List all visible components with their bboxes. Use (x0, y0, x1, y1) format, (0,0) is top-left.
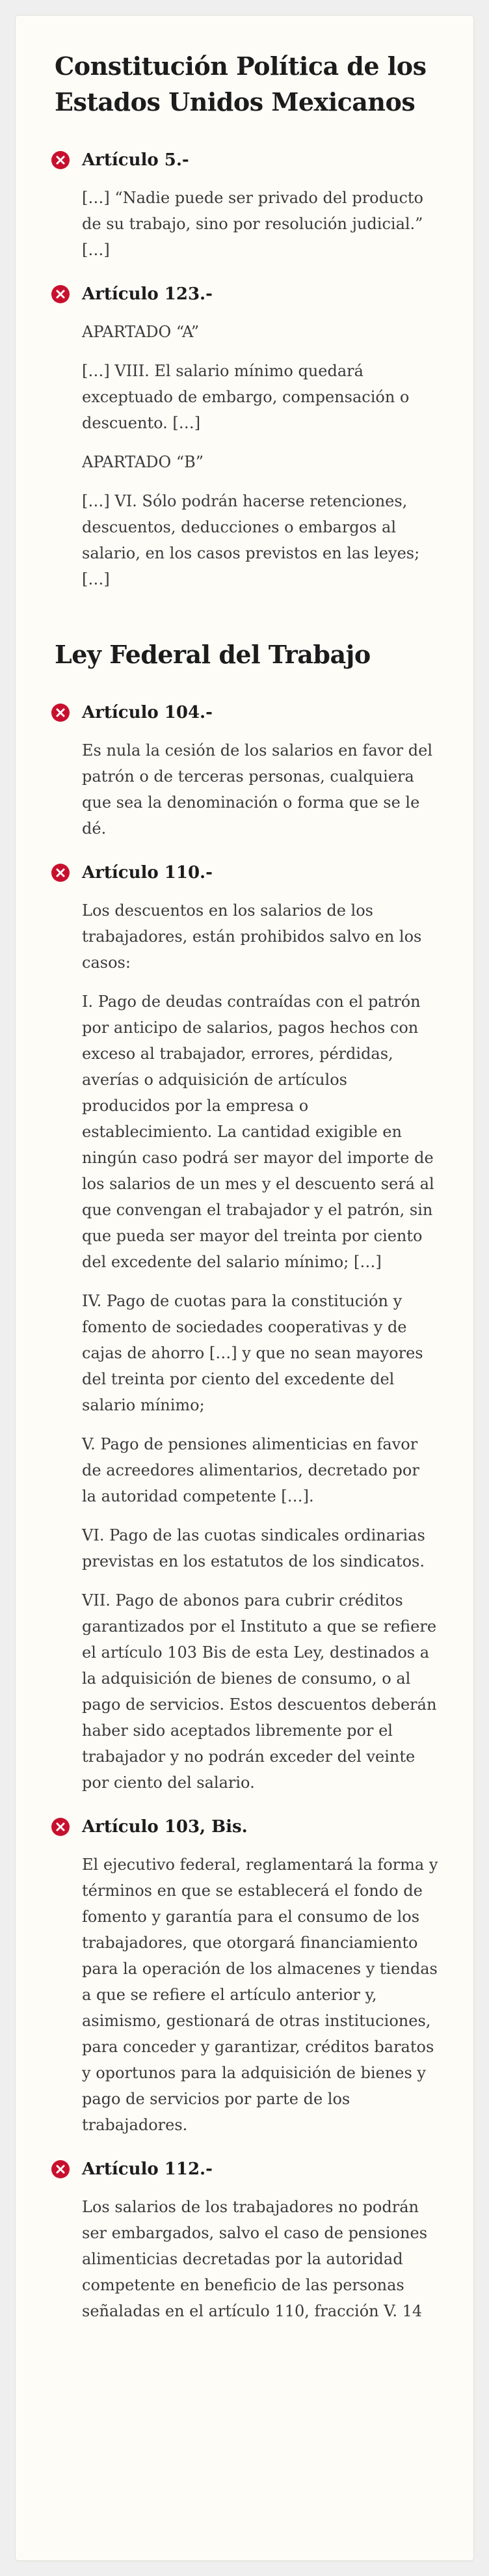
article-body (82, 897, 438, 1796)
article-paragraph: VI. Pago de las cuotas sindicales ordinarias previstas en los estatutos de los sindicatos. (82, 1526, 425, 1570)
document-card (16, 16, 473, 2560)
x-circle-icon (51, 2160, 70, 2178)
article-paragraph: APARTADO “B” (82, 453, 204, 471)
article-5 (16, 148, 473, 263)
article-paragraph: Es nula la cesión de los salarios en favor del patrón o de terceras personas, cualquiera que sea la denominación o forma que se le dé. (82, 741, 433, 838)
article-header (16, 282, 473, 306)
article-body (82, 319, 438, 592)
article-body (82, 1852, 438, 2138)
article-paragraph: Los salarios de los trabajadores no podrán ser embargados, salvo el caso de pensiones alimenticias decretadas por la autoridad competente en beneficio de las personas señaladas en el artículo 110, fracción V. 14 (82, 2198, 428, 2320)
article-110 (16, 861, 473, 1796)
article-paragraph: I. Pago de deudas contraídas con el patrón por anticipo de salarios, pagos hechos con exceso al trabajador, errores, pérdidas, averías o adquisición de artículos producidos por la empresa o establecimiento. La cantidad exigible en ningún caso podrá ser mayor del importe de los salarios de un mes y el descuento será al que convengan el trabajador y el patrón, sin que pueda ser mayor del treinta por ciento del excedente del salario mínimo; […] (82, 993, 434, 1271)
article-title: Artículo 112.- (82, 2159, 213, 2179)
article-title: Artículo 103, Bis. (82, 1817, 248, 1837)
article-paragraph: IV. Pago de cuotas para la constitución y fomento de sociedades cooperativas y de cajas de ahorro […] y que no sean mayores del treinta por ciento del excedente del salario mínimo; (82, 1292, 423, 1414)
article-title: Artículo 123.- (82, 284, 213, 304)
article-paragraph: APARTADO “A” (82, 323, 200, 341)
article-body (82, 185, 438, 263)
article-body (82, 737, 438, 842)
x-circle-icon (51, 285, 70, 303)
x-circle-icon (51, 151, 70, 169)
article-list-constitucion (16, 148, 473, 592)
article-123 (16, 282, 473, 592)
article-title: Artículo 110.- (82, 863, 213, 883)
article-paragraph: VII. Pago de abonos para cubrir créditos garantizados por el Instituto a que se refiere el artículo 103 Bis de esta Ley, destinados a la adquisición de bienes de consumo, o al pago de servicios. Estos descuentos deberán haber sido aceptados libremente por el trabajador y no podrán exceder del veinte por ciento del salario. (82, 1591, 437, 1792)
article-paragraph: […] VIII. El salario mínimo quedará exceptuado de embargo, compensación o descuento. […] (82, 362, 410, 432)
article-list-ley-federal (16, 701, 473, 2324)
article-112 (16, 2158, 473, 2324)
article-paragraph: El ejecutivo federal, reglamentará la forma y términos en que se establecerá el fondo de fomento y garantía para el consumo de los trabajadores, que otorgará financiamiento para la operación de los almacenes y tiendas a que se refiere el artículo anterior y, asimismo, gestionará de otras instituciones, para conceder y garantizar, créditos baratos y oportunos para la adquisición de bienes y pago de servicios por parte de los trabajadores. (82, 1856, 438, 2134)
article-header (16, 2158, 473, 2181)
article-paragraph: Los descuentos en los salarios de los trabajadores, están prohibidos salvo en los casos: (82, 901, 422, 972)
article-paragraph: […] “Nadie puede ser privado del producto de su trabajo, sino por resolución judicial.” […] (82, 189, 423, 259)
x-circle-icon (51, 864, 70, 882)
article-header (16, 148, 473, 172)
section-title-constitucion: Constitución Política de los Estados Unidos Mexicanos (55, 51, 427, 116)
article-103-bis (16, 1815, 473, 2138)
section-title-ley-federal: Ley Federal del Trabajo (55, 640, 371, 669)
x-circle-icon (51, 704, 70, 722)
article-104 (16, 701, 473, 842)
article-header (16, 1815, 473, 1839)
article-title: Artículo 5.- (82, 150, 189, 170)
x-circle-icon (51, 1818, 70, 1836)
article-header (16, 701, 473, 724)
article-paragraph: V. Pago de pensiones alimenticias en favor de acreedores alimentarios, decretado por la autoridad competente […]. (82, 1435, 419, 1505)
article-paragraph: […] VI. Sólo podrán hacerse retenciones, descuentos, deducciones o embargos al salario, en los casos previstos en las leyes; […] (82, 492, 420, 588)
article-body (82, 2194, 438, 2324)
article-title: Artículo 104.- (82, 703, 213, 722)
article-header (16, 861, 473, 884)
